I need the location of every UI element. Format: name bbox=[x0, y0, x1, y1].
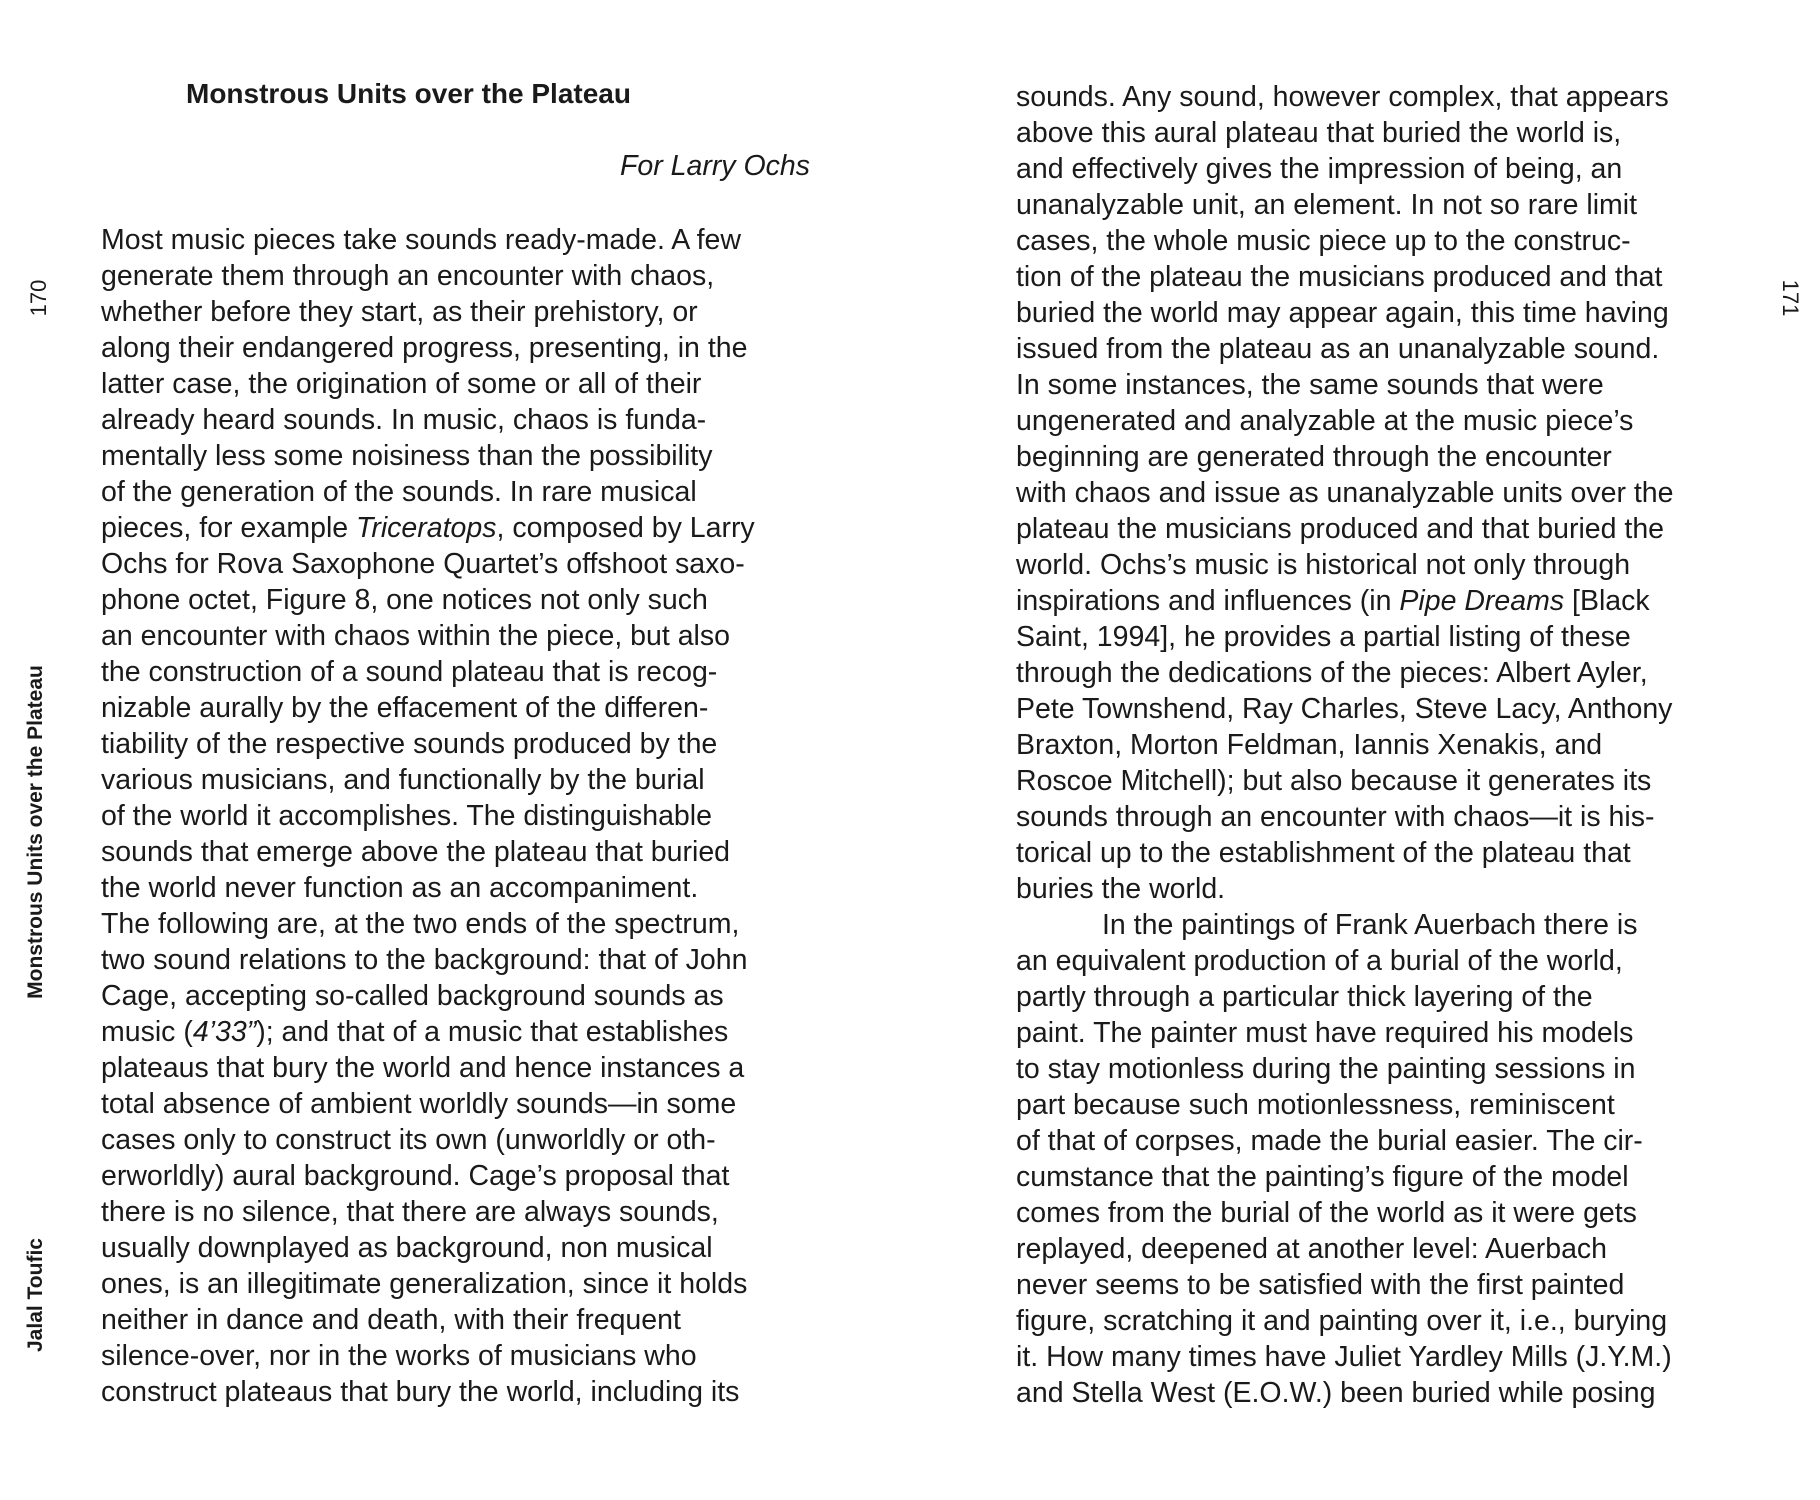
text-run: various musicians, and functionally by the burial bbox=[101, 764, 705, 796]
text-line bbox=[1016, 619, 1674, 655]
text-line bbox=[101, 1230, 755, 1266]
text-line bbox=[1016, 1231, 1674, 1267]
chapter-title: Monstrous Units over the Plateau bbox=[186, 78, 631, 109]
text-run: music ( bbox=[101, 1016, 193, 1048]
text-line bbox=[1016, 1303, 1674, 1339]
text-line bbox=[1016, 799, 1674, 835]
text-run: torical up to the establishment of the plateau that bbox=[1016, 837, 1631, 869]
text-run: , composed by Larry bbox=[496, 512, 755, 544]
text-run: of the world it accomplishes. The distinguishable bbox=[101, 800, 712, 832]
text-run: comes from the burial of the world as it were gets bbox=[1016, 1197, 1637, 1229]
text-run: tiability of the respective sounds produced by the bbox=[101, 728, 718, 760]
text-run: In some instances, the same sounds that were bbox=[1016, 369, 1604, 401]
text-run: paint. The painter must have required his models bbox=[1016, 1017, 1634, 1049]
text-line bbox=[1016, 79, 1674, 115]
text-run: sounds through an encounter with chaos—it is his- bbox=[1016, 801, 1655, 833]
text-run: and Stella West (E.O.W.) been buried while posing bbox=[1016, 1377, 1656, 1409]
text-line bbox=[1016, 403, 1674, 439]
running-author: Jalal Toufic bbox=[24, 1238, 47, 1352]
text-line bbox=[101, 1194, 755, 1230]
running-title: Monstrous Units over the Plateau bbox=[24, 665, 47, 999]
text-line bbox=[1016, 763, 1674, 799]
italic-title: Triceratops bbox=[356, 512, 497, 544]
text-run: sounds. Any sound, however complex, that appears bbox=[1016, 81, 1669, 113]
text-line bbox=[101, 258, 755, 294]
text-line bbox=[101, 618, 755, 654]
text-run: ungenerated and analyzable at the music piece’s bbox=[1016, 405, 1634, 437]
text-run: The following are, at the two ends of the spectrum, bbox=[101, 908, 740, 940]
text-run: ); and that of a music that establishes bbox=[256, 1016, 729, 1048]
page-number-left: 170 bbox=[26, 279, 51, 317]
text-line bbox=[1016, 835, 1674, 871]
text-line bbox=[1016, 367, 1674, 403]
text-line bbox=[1016, 1339, 1674, 1375]
text-line bbox=[1016, 1051, 1674, 1087]
text-line bbox=[101, 942, 755, 978]
text-run: an encounter with chaos within the piece, but also bbox=[101, 620, 730, 652]
text-run: whether before they start, as their prehistory, or bbox=[101, 296, 698, 328]
text-line bbox=[1016, 655, 1674, 691]
text-run: figure, scratching it and painting over it, i.e., burying bbox=[1016, 1305, 1668, 1337]
text-line bbox=[101, 330, 755, 366]
text-run: to stay motionless during the painting sessions in bbox=[1016, 1053, 1636, 1085]
text-line bbox=[101, 294, 755, 330]
text-line bbox=[1016, 1087, 1674, 1123]
text-line bbox=[101, 1050, 755, 1086]
text-run: silence-over, nor in the works of musicians who bbox=[101, 1340, 697, 1372]
text-run: usually downplayed as background, non musical bbox=[101, 1232, 713, 1264]
text-line bbox=[101, 1266, 755, 1302]
text-line bbox=[1016, 187, 1674, 223]
text-line bbox=[101, 1338, 755, 1374]
text-line bbox=[1016, 943, 1674, 979]
text-line bbox=[101, 366, 755, 402]
text-run: cases only to construct its own (unworldly or oth- bbox=[101, 1124, 716, 1156]
text-run: issued from the plateau as an unanalyzable sound. bbox=[1016, 333, 1660, 365]
text-line bbox=[101, 1086, 755, 1122]
page-number-right: 171 bbox=[1778, 279, 1803, 317]
text-line bbox=[1016, 871, 1674, 907]
text-run: already heard sounds. In music, chaos is funda- bbox=[101, 404, 707, 436]
text-line bbox=[101, 1122, 755, 1158]
text-run: the world never function as an accompaniment. bbox=[101, 872, 699, 904]
text-run: an equivalent production of a burial of the world, bbox=[1016, 945, 1623, 977]
text-line bbox=[1016, 511, 1674, 547]
text-run: of that of corpses, made the burial easier. The cir- bbox=[1016, 1125, 1643, 1157]
text-line bbox=[101, 798, 755, 834]
text-run: neither in dance and death, with their frequent bbox=[101, 1304, 681, 1336]
text-line bbox=[101, 1014, 755, 1050]
text-line bbox=[101, 402, 755, 438]
text-run: generate them through an encounter with chaos, bbox=[101, 260, 715, 292]
text-line bbox=[101, 726, 755, 762]
text-line bbox=[101, 870, 755, 906]
text-line bbox=[101, 690, 755, 726]
text-run: sounds that emerge above the plateau that buried bbox=[101, 836, 731, 868]
text-run: through the dedications of the pieces: Albert Ayler, bbox=[1016, 657, 1648, 689]
text-run: above this aural plateau that buried the world is, bbox=[1016, 117, 1622, 149]
text-line bbox=[101, 438, 755, 474]
text-line bbox=[1016, 979, 1674, 1015]
text-line bbox=[1016, 259, 1674, 295]
body-text-left bbox=[101, 222, 755, 1410]
text-run: Cage, accepting so-called background sounds as bbox=[101, 980, 724, 1012]
text-run: and effectively gives the impression of being, an bbox=[1016, 153, 1623, 185]
text-line bbox=[101, 582, 755, 618]
text-run: inspirations and influences (in bbox=[1016, 585, 1400, 617]
text-line bbox=[101, 546, 755, 582]
dedication: For Larry Ochs bbox=[619, 150, 810, 182]
text-run: mentally less some noisiness than the possibility bbox=[101, 440, 713, 472]
text-run: Pete Townshend, Ray Charles, Steve Lacy, Anthony bbox=[1016, 693, 1673, 725]
text-line bbox=[101, 222, 755, 258]
text-run: Most music pieces take sounds ready-made. A few bbox=[101, 224, 741, 256]
text-run: beginning are generated through the encounter bbox=[1016, 441, 1612, 473]
text-line bbox=[1016, 439, 1674, 475]
text-run: the construction of a sound plateau that is recog- bbox=[101, 656, 718, 688]
text-run: construct plateaus that bury the world, including its bbox=[101, 1376, 740, 1408]
text-line bbox=[1016, 547, 1674, 583]
text-run: phone octet, Figure 8, one notices not only such bbox=[101, 584, 708, 616]
text-run: world. Ochs’s music is historical not only through bbox=[1016, 549, 1631, 581]
text-line bbox=[101, 834, 755, 870]
text-run: Braxton, Morton Feldman, Iannis Xenakis, and bbox=[1016, 729, 1603, 761]
text-line bbox=[1016, 907, 1674, 943]
text-run: [Black bbox=[1564, 585, 1650, 617]
text-run: there is no silence, that there are always sounds, bbox=[101, 1196, 719, 1228]
text-run: of the generation of the sounds. In rare musical bbox=[101, 476, 697, 508]
text-run: plateaus that bury the world and hence instances a bbox=[101, 1052, 745, 1084]
text-line bbox=[1016, 1159, 1674, 1195]
text-line bbox=[1016, 331, 1674, 367]
text-run: replayed, deepened at another level: Auerbach bbox=[1016, 1233, 1608, 1265]
text-line bbox=[1016, 475, 1674, 511]
text-line bbox=[1016, 727, 1674, 763]
text-run: ones, is an illegitimate generalization, since it holds bbox=[101, 1268, 748, 1300]
text-run: cumstance that the painting’s figure of the model bbox=[1016, 1161, 1629, 1193]
text-run: Roscoe Mitchell); but also because it generates its bbox=[1016, 765, 1652, 797]
text-run: unanalyzable unit, an element. In not so rare limit bbox=[1016, 189, 1638, 221]
body-text-right bbox=[1016, 79, 1674, 1411]
text-line bbox=[101, 1374, 755, 1410]
text-line bbox=[1016, 1267, 1674, 1303]
text-line bbox=[101, 906, 755, 942]
text-line bbox=[101, 1158, 755, 1194]
text-run: pieces, for example bbox=[101, 512, 357, 544]
text-run: two sound relations to the background: that of John bbox=[101, 944, 748, 976]
italic-title: 4’33” bbox=[192, 1016, 257, 1048]
text-run: Ochs for Rova Saxophone Quartet’s offshoot saxo- bbox=[101, 548, 745, 580]
text-line bbox=[1016, 583, 1674, 619]
text-run: nizable aurally by the effacement of the differen- bbox=[101, 692, 709, 724]
text-line bbox=[101, 1302, 755, 1338]
text-line bbox=[1016, 223, 1674, 259]
text-line bbox=[1016, 1015, 1674, 1051]
text-line bbox=[1016, 1375, 1674, 1411]
text-run: buried the world may appear again, this time having bbox=[1016, 297, 1669, 329]
text-run: total absence of ambient worldly sounds—in some bbox=[101, 1088, 737, 1120]
text-line bbox=[101, 510, 755, 546]
italic-title: Pipe Dreams bbox=[1399, 585, 1565, 617]
text-run: plateau the musicians produced and that buried the bbox=[1016, 513, 1665, 545]
text-line bbox=[1016, 295, 1674, 331]
text-run: cases, the whole music piece up to the construc- bbox=[1016, 225, 1631, 257]
text-run: erworldly) aural background. Cage’s proposal that bbox=[101, 1160, 730, 1192]
text-line bbox=[101, 654, 755, 690]
text-run: part because such motionlessness, reminiscent bbox=[1016, 1089, 1615, 1121]
text-line bbox=[1016, 1195, 1674, 1231]
text-run: with chaos and issue as unanalyzable units over the bbox=[1016, 477, 1674, 509]
text-line bbox=[101, 762, 755, 798]
right-page bbox=[910, 0, 1820, 1500]
text-run: along their endangered progress, presenting, in the bbox=[101, 332, 748, 364]
text-line bbox=[101, 978, 755, 1014]
text-run: buries the world. bbox=[1016, 873, 1226, 905]
text-run: latter case, the origination of some or all of their bbox=[101, 368, 702, 400]
text-line bbox=[1016, 691, 1674, 727]
text-run: never seems to be satisfied with the first painted bbox=[1016, 1269, 1625, 1301]
text-run: In the paintings of Frank Auerbach there is bbox=[1102, 909, 1638, 941]
text-run: partly through a particular thick layering of the bbox=[1016, 981, 1593, 1013]
text-run: Saint, 1994], he provides a partial listing of these bbox=[1016, 621, 1631, 653]
text-line bbox=[1016, 115, 1674, 151]
text-run: tion of the plateau the musicians produced and that bbox=[1016, 261, 1663, 293]
text-line bbox=[1016, 151, 1674, 187]
text-line bbox=[101, 474, 755, 510]
text-run: it. How many times have Juliet Yardley Mills (J.Y.M.) bbox=[1016, 1341, 1672, 1373]
text-line bbox=[1016, 1123, 1674, 1159]
